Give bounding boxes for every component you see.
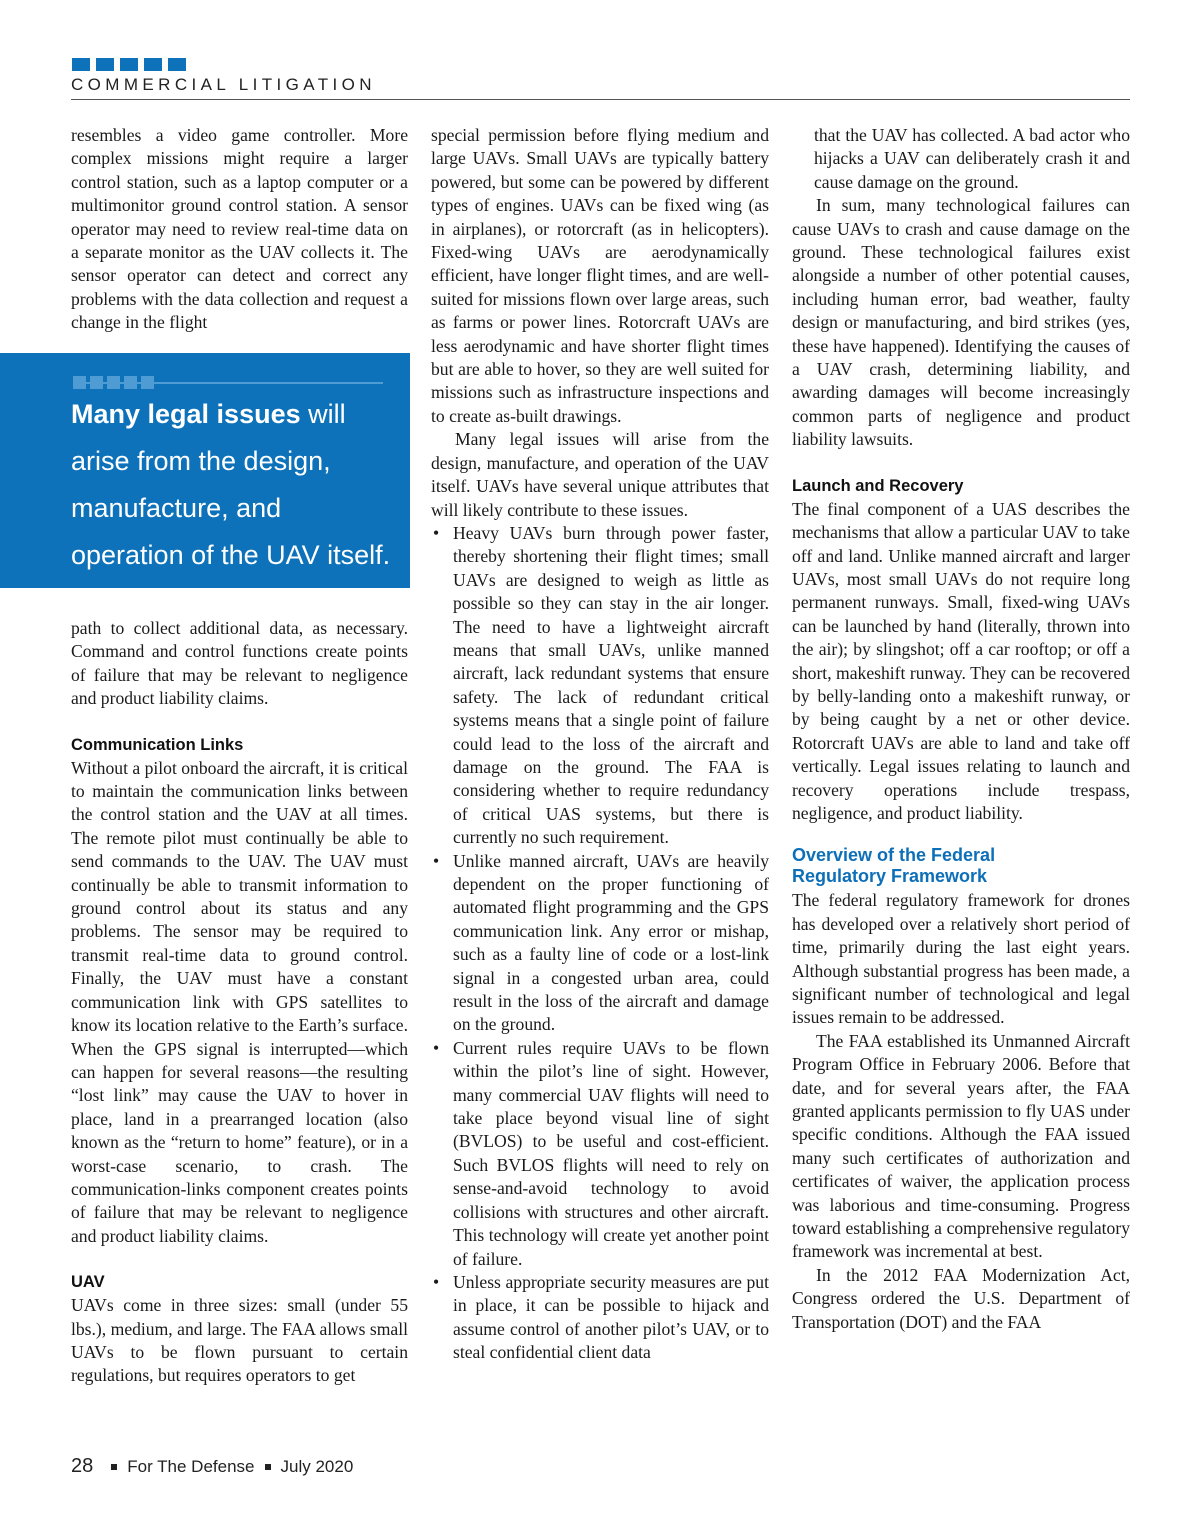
heading-overview-line-1: Overview of the Federal	[792, 845, 996, 866]
column-3	[792, 124, 1130, 1334]
heading-communication-links: Communication Links	[71, 735, 244, 754]
footer-separator	[111, 1464, 117, 1470]
col3-paragraph-4: The FAA established its Unmanned Aircraft Program Office in February 2006. Before that date, and for several years after, the FAA granted applicants permission to fly UAS under specific conditions. Although the FAA issued many such certificates of authorization and certificates of waiver, the application process was laborious and time-consuming. Progress toward establishing a comprehensive regulatory framework was incremental at best.	[792, 1030, 1130, 1262]
pull-quote-text	[71, 391, 391, 579]
bullet-list	[431, 522, 769, 1365]
col1-paragraph-2: path to collect additional data, as necessary. Command and control functions create points of failure that may be relevant to negligence and product liability claims.	[71, 618, 408, 709]
section-header	[71, 58, 1130, 95]
col3-paragraph-3: The federal regulatory framework for drones has developed over a relatively short period of time, primarily during the last eight years. Although substantial progress has been made, a significant number of technological and legal issues remain to be addressed.	[792, 890, 1130, 1028]
list-item: • Heavy UAVs burn through power faster, thereby shortening their flight times; small UAVs are designed to weigh as little as possible so they can stay in the air longer. The need to have a lightweight aircraft means that small UAVs, unlike manned aircraft, lack redundant systems that ensure safety. The lack of redundant critical systems means that a single point of failure could lead to the loss of the aircraft and damage on the ground. The FAA is considering whether to require redundancy of critical UAS systems, but there is currently no such requirement.	[431, 522, 769, 850]
col1-paragraph-1: resembles a video game controller. More complex missions might require a larger control station, such as a laptop computer or a multimonitor ground control station. A sensor operator may need to review real-time data on a separate monitor as the UAV collects it. The sensor operator can detect and correct any problems with the data collection and request a change in the flight	[71, 125, 408, 333]
list-item: • Unless appropriate security measures are put in place, it can be possible to hijack and assume control of another pilot’s UAV, or to steal confidential client data	[431, 1271, 769, 1365]
pull-quote	[0, 353, 410, 588]
col3-paragraph-2: The final component of a UAS describes the mechanisms that allow a particular UAV to take off and land. Unlike manned aircraft and larger UAVs, most small UAVs do not require long permanent runways. Small, fixed-wing UAVs can be launched by hand (literally, thrown into the air); by slingshot; off a car rooftop; or off a short, makeshift runway. They can be recovered by belly-landing onto a makeshift runway, or by being caught by a net or other device. Rotorcraft UAVs are able to land and take off vertically. Legal issues relating to launch and recovery operations include trespass, negligence, and product liability.	[792, 498, 1130, 823]
page-number: 28	[71, 1455, 94, 1477]
column-2	[431, 124, 769, 1365]
pull-quote-squares-decoration	[73, 376, 154, 389]
column-1-top	[71, 124, 408, 335]
heading-launch-and-recovery: Launch and Recovery	[792, 476, 964, 495]
header-squares-decoration	[72, 58, 1130, 71]
list-item: • Unlike manned aircraft, UAVs are heavily dependent on the proper functioning of automated flight programming and the GPS communication link. Any error or mishap, such as a faulty line of code or a lost-link signal in a congested urban area, could result in the loss of the aircraft and damage on the ground.	[431, 850, 769, 1037]
col3-bullet-continuation: that the UAV has collected. A bad actor who hijacks a UAV can deliberately crash it and cause damage on the ground.	[814, 125, 1130, 192]
col2-paragraph-1: special permission before flying medium and large UAVs. Small UAVs are typically battery powered, but some can be powered by different types of engines. UAVs can be fixed wing (as in airplanes), or rotorcraft (as in helicopters). Fixed-wing UAVs are aerodynamically efficient, have longer flight times, and are well-suited for missions flown over large areas, such as farms or power lines. Rotorcraft UAVs are less aerodynamic and have shorter flight times but are able to hover, so they are well suited for missions such as infrastructure inspections and to create as-built drawings.	[431, 125, 769, 426]
list-item: • Current rules require UAVs to be flown within the pilot’s line of sight. However, many commercial UAV flights will need to take place beyond visual line of sight (BVLOS) to be useful and cost-efficient. Such BVLOS flights will need to rely on sense-and-avoid technology to avoid collisions with structures and other aircraft. This technology will create yet another point of failure.	[431, 1037, 769, 1271]
pull-quote-rest: will arise from the design, manufacture, and operation of the UAV itself.	[71, 399, 391, 570]
publication-name: For The Defense	[127, 1456, 255, 1476]
heading-overview-federal-framework	[792, 845, 1130, 887]
col2-paragraph-2: Many legal issues will arise from the design, manufacture, and operation of the UAV itself. UAVs have several unique attributes that will likely contribute to these issues.	[431, 429, 769, 520]
heading-uav: UAV	[71, 1273, 105, 1292]
issue-date: July 2020	[280, 1456, 354, 1476]
section-label: COMMERCIAL LITIGATION	[71, 75, 376, 94]
heading-overview-line-2: Regulatory Framework	[792, 866, 988, 887]
col3-paragraph-5: In the 2012 FAA Modernization Act, Congress ordered the U.S. Department of Transportation (DOT) and the FAA	[792, 1264, 1130, 1332]
page-footer	[71, 1455, 353, 1478]
col1-paragraph-4: UAVs come in three sizes: small (under 55 lbs.), medium, and large. The FAA allows small UAVs to be flown pursuant to certain regulations, but requires operators to get	[71, 1295, 408, 1386]
pull-quote-bold: Many legal issues	[71, 399, 301, 429]
footer-separator	[265, 1464, 271, 1470]
header-rule	[71, 99, 1130, 100]
column-1-bottom	[71, 617, 408, 1388]
col1-paragraph-3: Without a pilot onboard the aircraft, it is critical to maintain the communication links between the control station and the UAV at all times. The remote pilot must continually be able to send commands to the UAV. The UAV must continually be able to transmit information to ground control about its status and any problems. The sensor may be required to transmit real-time data to ground control. Finally, the UAV must have a constant communication link with GPS satellites to know its location relative to the Earth’s surface. When the GPS signal is interrupted—which can happen for several reasons—the resulting “lost link” may cause the UAV to hover in place, land in a prearranged location (also known as the “return to home” feature), or in a worst-case scenario, to crash. The communication-links component creates points of failure that may be relevant to negligence and product liability claims.	[71, 757, 408, 1246]
col3-paragraph-1: In sum, many technological failures can cause UAVs to crash and cause damage on the ground. These technological failures exist alongside a number of other potential causes, including human error, bad weather, faulty design or manufacturing, and bird strikes (yes, these have happened). Identifying the causes of a UAV crash, determining liability, and awarding damages will become increasingly common parts of negligence and product liability lawsuits.	[792, 195, 1130, 450]
